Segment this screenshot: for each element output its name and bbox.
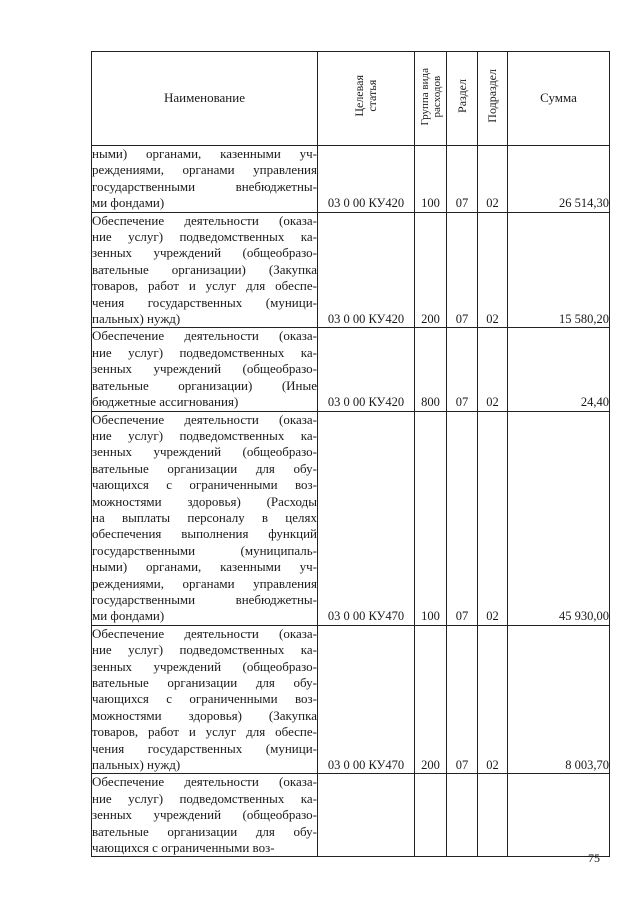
expense-name-line: ние услуг) подведомственных ка- — [92, 642, 317, 658]
expense-name-line: чающихся с ограниченными воз- — [92, 477, 317, 493]
expense-name-line: Обеспечение деятельности (оказа- — [92, 212, 317, 228]
expense-name-line: чения государственных (муници- — [92, 294, 317, 310]
expense-group-cell: 200 — [415, 625, 447, 774]
expense-name-cell — [92, 146, 318, 213]
header-group-label: Группа вида расходов — [418, 67, 443, 126]
expense-name-line: реждениями, органами управления — [92, 162, 317, 178]
subsection-cell: 02 — [478, 146, 508, 213]
expense-name-line: государственными (муниципаль- — [92, 542, 317, 558]
expense-name-line: ными) органами, казенными уч- — [92, 146, 317, 161]
expense-name-line: ние услуг) подведомственных ка- — [92, 427, 317, 443]
expense-name-line: вательные организации для обу- — [92, 460, 317, 476]
expense-name-line: чающихся с ограниченными воз- — [92, 840, 275, 856]
page-number: 75 — [588, 851, 600, 865]
expense-name-line: можностями здоровья) (Расходы — [92, 493, 317, 509]
expense-name-line: зенных учреждений (общеобразо- — [92, 444, 317, 460]
expense-name-line: Обеспечение деятельности (оказа- — [92, 625, 317, 641]
budget-table — [91, 51, 610, 857]
expense-name-line: государственными внебюджетны- — [92, 178, 317, 194]
section-cell — [447, 774, 478, 857]
expense-name-line: бюджетные ассигнования) — [92, 394, 239, 410]
table-body — [92, 146, 610, 857]
expense-name-line: товаров, работ и услуг для обеспе- — [92, 278, 317, 294]
sum-cell: 15 580,20 — [508, 212, 610, 328]
subsection-cell: 02 — [478, 212, 508, 328]
expense-name-line: чения государственных (муници- — [92, 740, 317, 756]
target-article-cell — [318, 774, 415, 857]
expense-name-line: зенных учреждений (общеобразо- — [92, 245, 317, 261]
expense-name-cell — [92, 328, 318, 411]
header-subsection — [478, 52, 508, 146]
header-target-label: Целевая статья — [352, 75, 379, 118]
expense-name-line: Обеспечение деятельности (оказа- — [92, 328, 317, 344]
expense-name-line: ние услуг) подведомственных ка- — [92, 229, 317, 245]
target-article-cell: 03 0 00 КУ470 — [318, 411, 415, 625]
target-article-cell: 03 0 00 КУ420 — [318, 328, 415, 411]
sum-cell — [508, 774, 610, 857]
expense-name-line: реждениями, органами управления — [92, 575, 317, 591]
expense-name-line: товаров, работ и услуг для обеспе- — [92, 724, 317, 740]
header-expense-group — [415, 52, 447, 146]
expense-name-cell — [92, 625, 318, 774]
expense-name-line: ми фондами) — [92, 608, 165, 624]
expense-name-line: вательные организации для обу- — [92, 823, 317, 839]
section-cell: 07 — [447, 411, 478, 625]
section-cell: 07 — [447, 625, 478, 774]
expense-name-line: пальных) нужд) — [92, 757, 181, 773]
header-target-article — [318, 52, 415, 146]
target-article-cell: 03 0 00 КУ470 — [318, 625, 415, 774]
header-section — [447, 52, 478, 146]
subsection-cell: 02 — [478, 625, 508, 774]
table-row — [92, 328, 610, 411]
expense-name-line: зенных учреждений (общеобразо- — [92, 807, 317, 823]
header-name: Наименование — [92, 52, 318, 146]
subsection-cell: 02 — [478, 411, 508, 625]
subsection-cell: 02 — [478, 328, 508, 411]
expense-name-cell — [92, 411, 318, 625]
expense-name-line: зенных учреждений (общеобразо- — [92, 361, 317, 377]
section-cell: 07 — [447, 328, 478, 411]
table-row — [92, 146, 610, 213]
sum-cell: 24,40 — [508, 328, 610, 411]
expense-name-cell — [92, 212, 318, 328]
table-row — [92, 774, 610, 857]
table-header-row — [92, 52, 610, 146]
expense-name-line: пальных) нужд) — [92, 311, 181, 327]
expense-name-line: на выплаты персоналу в целях — [92, 509, 317, 525]
expense-name-line: можностями здоровья) (Закупка — [92, 707, 317, 723]
header-sum: Сумма — [508, 52, 610, 146]
expense-name-line: Обеспечение деятельности (оказа- — [92, 411, 317, 427]
expense-name-line: ние услуг) подведомственных ка- — [92, 790, 317, 806]
table-row — [92, 625, 610, 774]
target-article-cell: 03 0 00 КУ420 — [318, 212, 415, 328]
header-subsection-label: Подраздел — [485, 69, 499, 124]
expense-name-line: ние услуг) подведомственных ка- — [92, 344, 317, 360]
subsection-cell — [478, 774, 508, 857]
sum-cell: 45 930,00 — [508, 411, 610, 625]
sum-cell: 8 003,70 — [508, 625, 610, 774]
expense-group-cell: 100 — [415, 146, 447, 213]
expense-name-line: вательные организации) (Закупка — [92, 261, 317, 277]
expense-name-line: вательные организации) (Иные — [92, 377, 317, 393]
target-article-cell: 03 0 00 КУ420 — [318, 146, 415, 213]
expense-name-line: обеспечения выполнения функций — [92, 526, 317, 542]
expense-name-cell — [92, 774, 318, 857]
expense-name-line: государственными внебюджетны- — [92, 591, 317, 607]
sum-cell: 26 514,30 — [508, 146, 610, 213]
header-section-label: Раздел — [454, 79, 469, 114]
expense-name-line: чающихся с ограниченными воз- — [92, 691, 317, 707]
section-cell: 07 — [447, 212, 478, 328]
expense-name-line: ными) органами, казенными уч- — [92, 559, 317, 575]
expense-group-cell: 800 — [415, 328, 447, 411]
expense-name-line: зенных учреждений (общеобразо- — [92, 658, 317, 674]
expense-group-cell — [415, 774, 447, 857]
expense-group-cell: 100 — [415, 411, 447, 625]
table-row — [92, 212, 610, 328]
expense-name-line: ми фондами) — [92, 195, 165, 211]
expense-group-cell: 200 — [415, 212, 447, 328]
expense-name-line: вательные организации для обу- — [92, 675, 317, 690]
table-row — [92, 411, 610, 625]
expense-name-line: Обеспечение деятельности (оказа- — [92, 774, 317, 790]
section-cell: 07 — [447, 146, 478, 213]
